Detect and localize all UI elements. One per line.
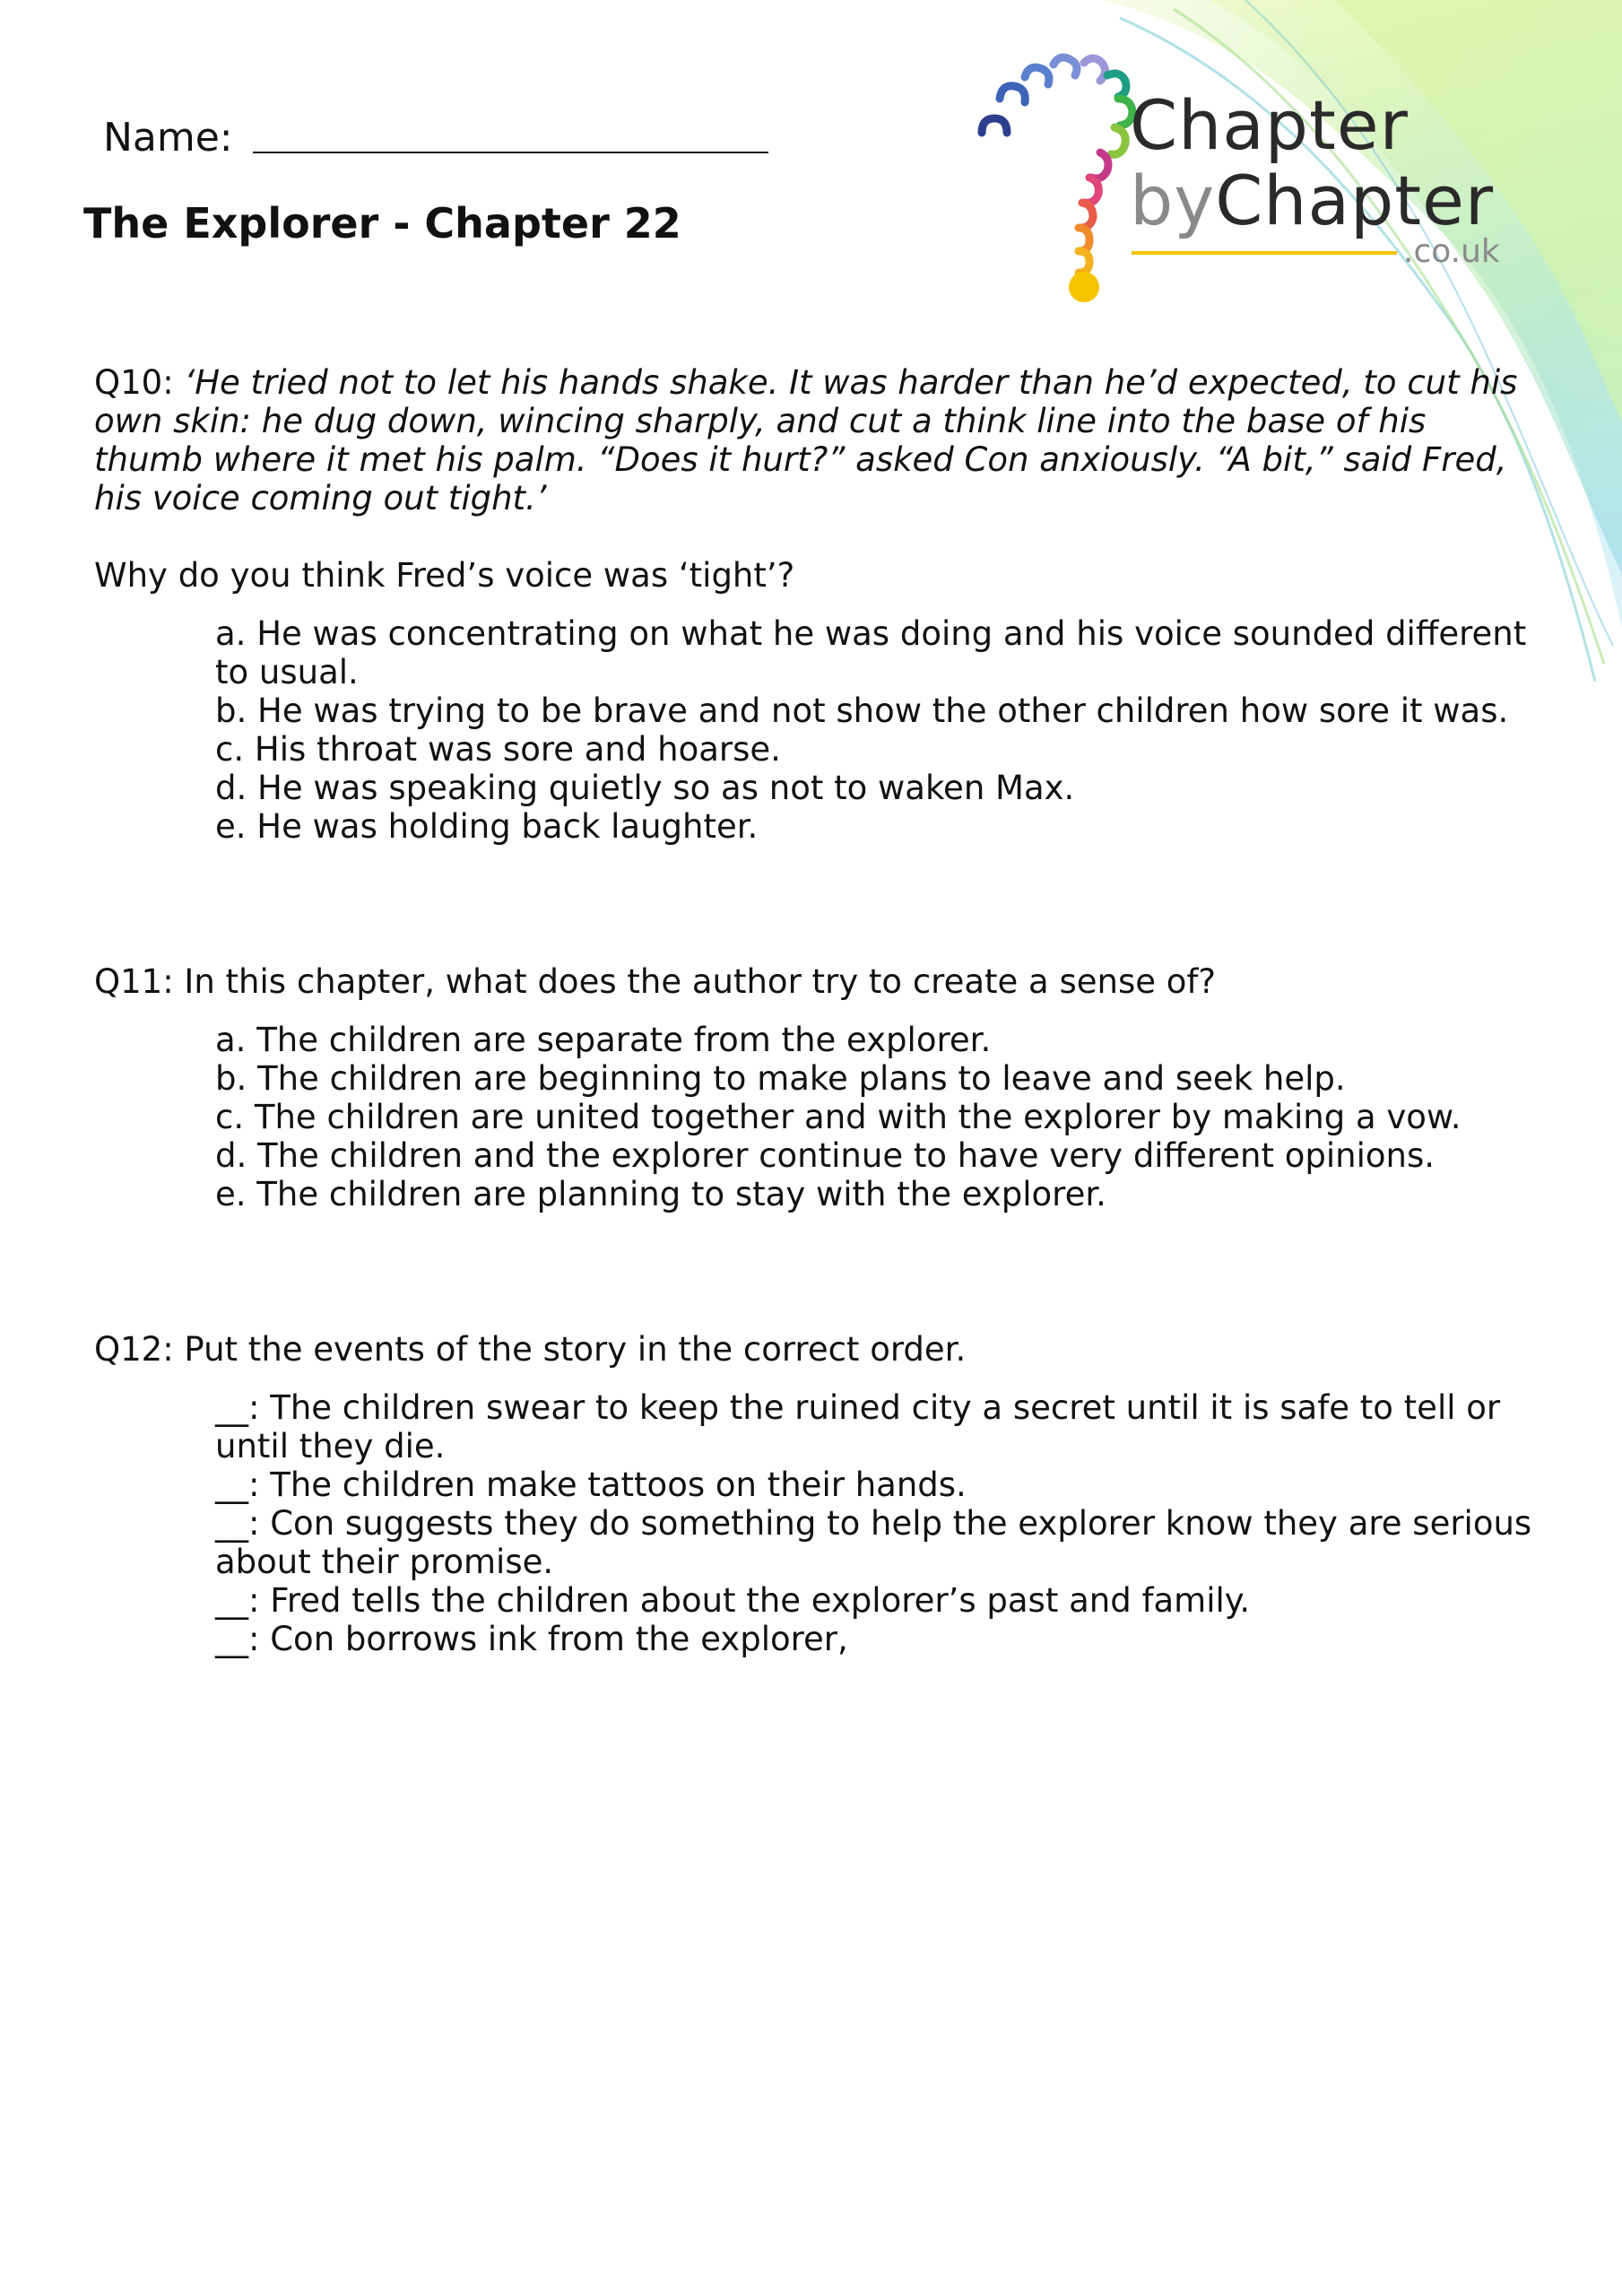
worksheet-title: The Explorer - Chapter 22 [83, 199, 681, 248]
q11-options [215, 1021, 1533, 1213]
q11-option-c: c. The children are united together and with the explorer by making a vow. [215, 1098, 1462, 1136]
q10-question: Why do you think Fred’s voice was ‘tight’? [94, 556, 795, 595]
q10-quote: ‘He tried not to let his hands shake. It was harder than he’d expected, to cut his own skin: he dug down, wincing sharply, and cut a think line into the base of his thumb where it met his palm. “Does it hurt?” asked Con anxiously. “A bit,” said Fred, his voice coming out tight.’ [94, 363, 1518, 517]
q11-option-d: d. The children and the explorer continue to have very different opinions. [215, 1136, 1435, 1175]
name-field-row [103, 115, 768, 161]
name-write-line[interactable] [253, 152, 768, 153]
logo-underline [1132, 251, 1397, 255]
name-label: Name: [103, 115, 233, 161]
q11-option-a: a. The children are separate from the explorer. [215, 1021, 992, 1059]
q12-event-4[interactable]: __: Fred tells the children about the explorer’s past and family. [215, 1581, 1251, 1620]
q10-option-b: b. He was trying to be brave and not show the other children how sore it was. [215, 691, 1509, 730]
q10-options [215, 614, 1533, 846]
q12-event-1[interactable]: __: The children swear to keep the ruined city a secret until it is safe to tell or until they die. [215, 1388, 1501, 1465]
logo-text-by: by [1130, 161, 1216, 240]
logo-text-by-chapter [1130, 161, 1495, 240]
q12-event-5[interactable]: __: Con borrows ink from the explorer, [215, 1620, 848, 1658]
q12-event-3[interactable]: __: Con suggests they do something to help the explorer know they are serious about their promise. [215, 1504, 1532, 1581]
q10-quote-paragraph [94, 363, 1529, 517]
worksheet-body [94, 363, 1532, 1658]
q10-label: Q10: [94, 363, 174, 402]
q11-option-e: e. The children are planning to stay with the explorer. [215, 1175, 1106, 1213]
q12-event-2[interactable]: __: The children make tattoos on their hands. [215, 1465, 967, 1504]
q12-question: Q12: Put the events of the story in the correct order. [94, 1330, 967, 1369]
q11-question: Q11: In this chapter, what does the author try to create a sense of? [94, 962, 1217, 1001]
q10-option-e: e. He was holding back laughter. [215, 807, 759, 846]
logo-text-chapter-2: Chapter [1215, 161, 1495, 240]
logo-text-chapter: Chapter [1130, 85, 1409, 165]
q12-events [215, 1388, 1533, 1658]
q10-option-c: c. His throat was sore and hoarse. [215, 730, 781, 769]
q10-option-a: a. He was concentrating on what he was doing and his voice sounded different to usual. [215, 614, 1527, 691]
logo-text-tld: .co.uk [1403, 233, 1500, 270]
q10-option-d: d. He was speaking quietly so as not to waken Max. [215, 769, 1075, 807]
q11-option-b: b. The children are beginning to make plans to leave and seek help. [215, 1059, 1346, 1098]
